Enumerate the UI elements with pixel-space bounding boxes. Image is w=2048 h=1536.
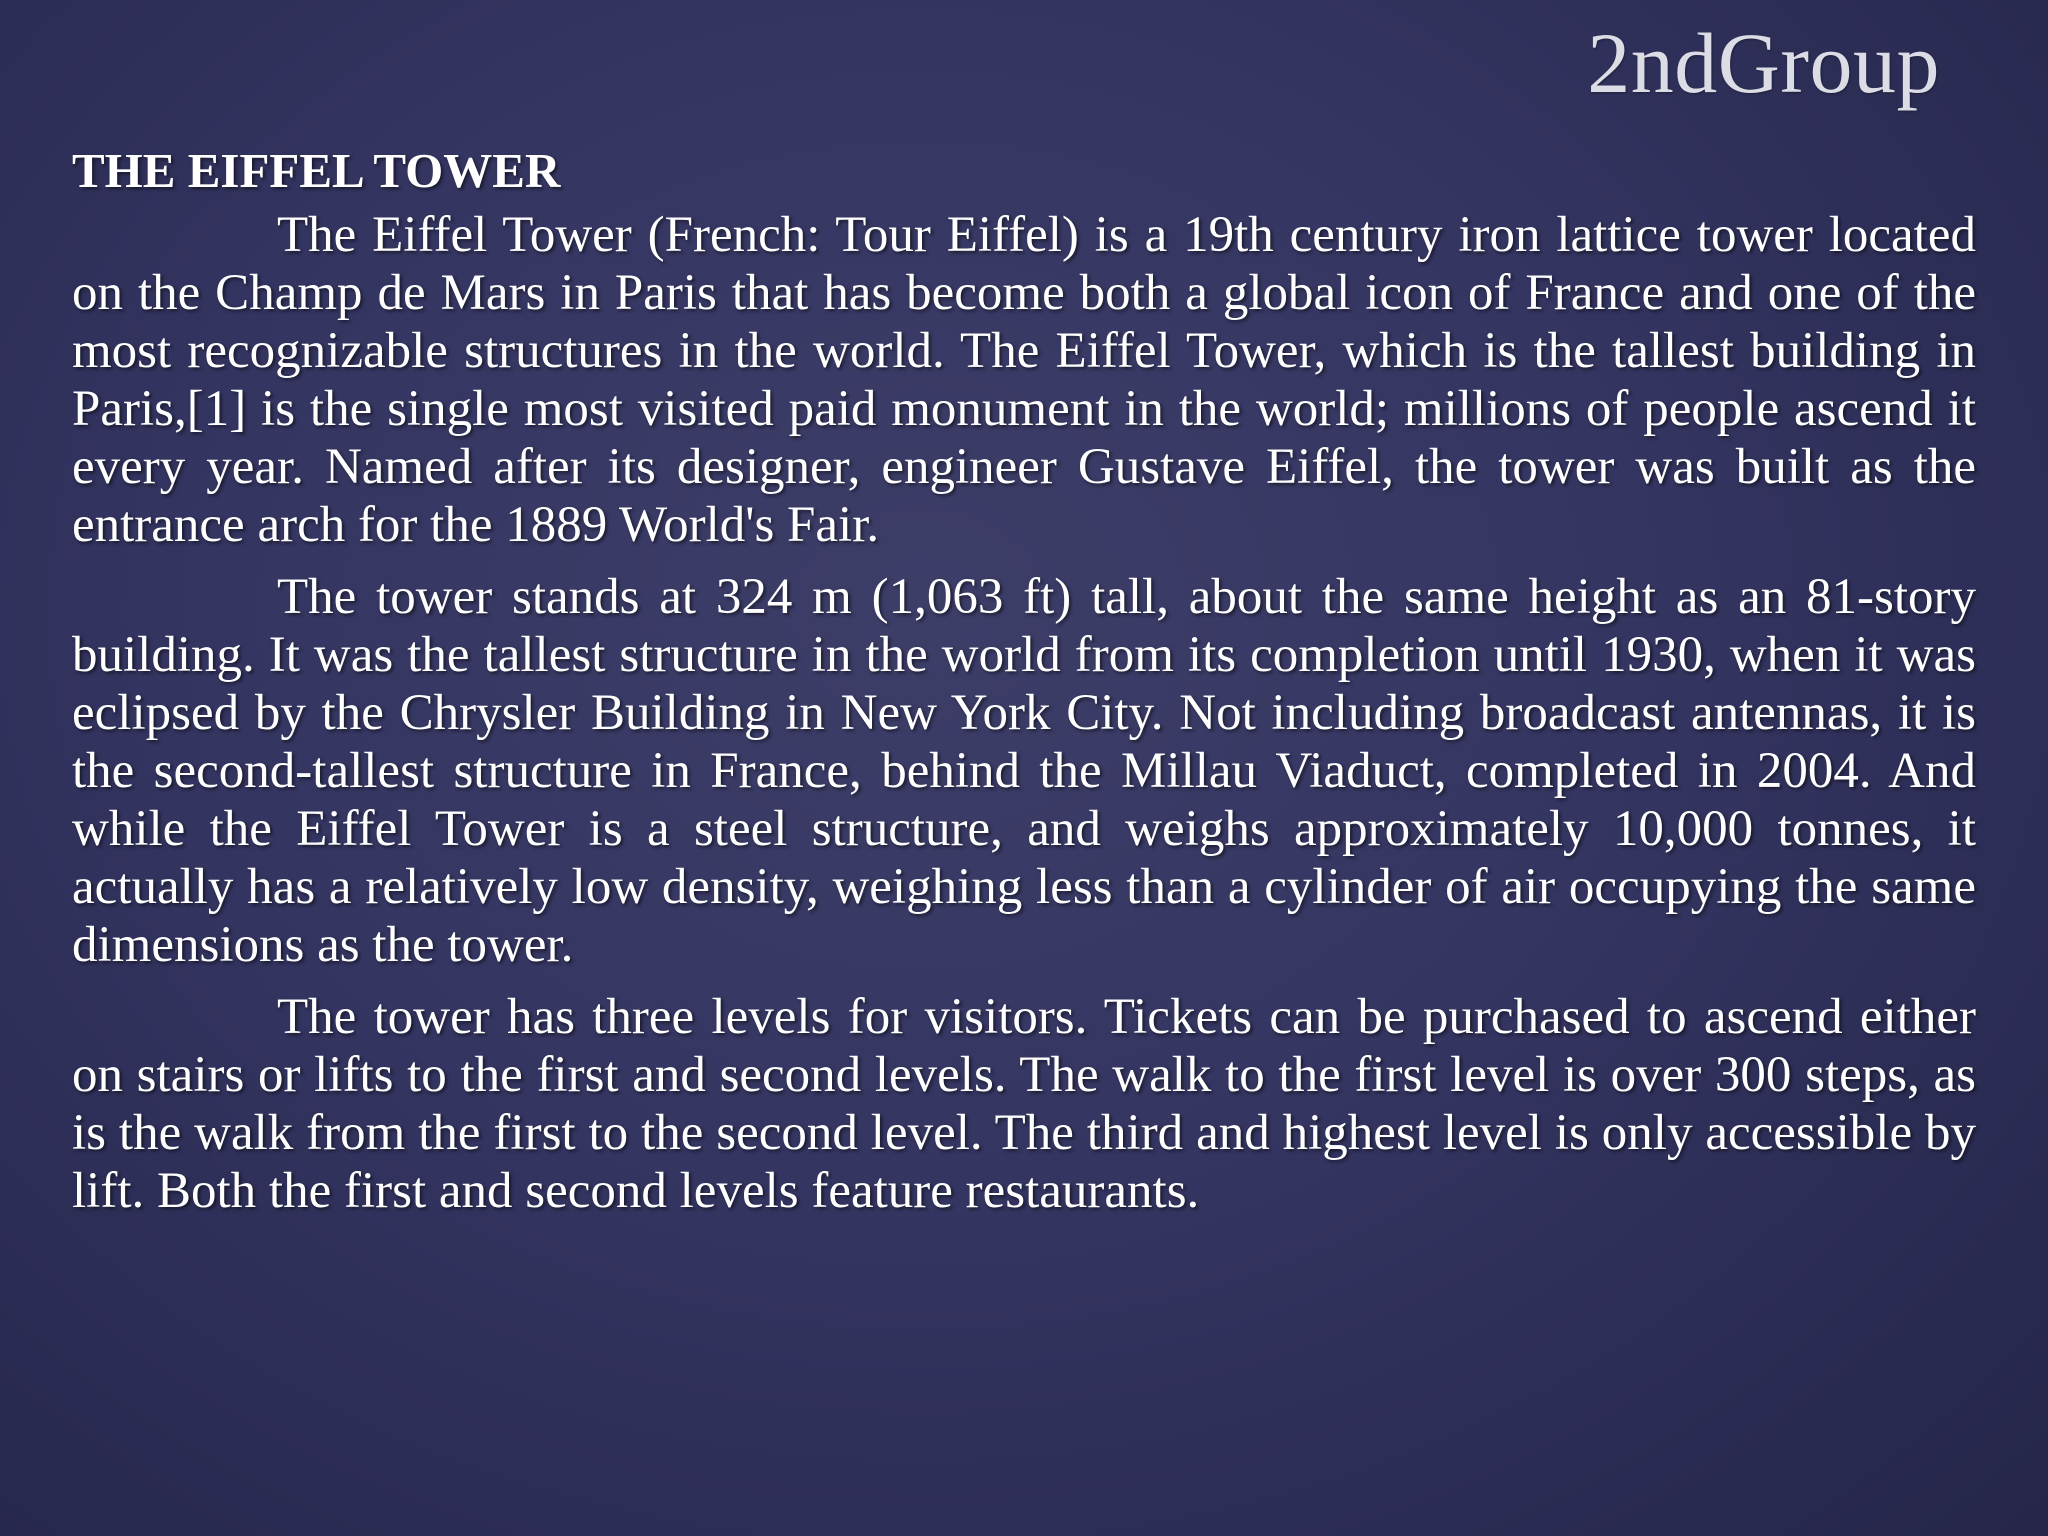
paragraph-1: The Eiffel Tower (French: Tour Eiffel) is a 19th century iron lattice tower located on the Champ de Mars in Paris that has become both a global icon of France and one of the most recognizable structures in the world. The Eiffel Tower, which is the tallest building in Paris,[1] is the single most visited paid monument in the world; millions of people ascend it every year. Named after its designer, engineer Gustave Eiffel, the tower was built as the entrance arch for the 1889 World's Fair.	[72, 207, 1976, 553]
slide-heading: THE EIFFEL TOWER	[72, 143, 561, 198]
group-title: 2ndGroup	[1587, 15, 1940, 111]
slide-content	[72, 140, 1976, 1234]
paragraph-3: The tower has three levels for visitors. Tickets can be purchased to ascend either on stairs or lifts to the first and second levels. The walk to the first level is over 300 steps, as is the walk from the first to the second level. The third and highest level is only accessible by lift. Both the first and second levels feature restaurants.	[72, 989, 1976, 1219]
paragraph-2: The tower stands at 324 m (1,063 ft) tall, about the same height as an 81-story building. It was the tallest structure in the world from its completion until 1930, when it was eclipsed by the Chrysler Building in New York City. Not including broadcast antennas, it is the second-tallest structure in France, behind the Millau Viaduct, completed in 2004. And while the Eiffel Tower is a steel structure, and weighs approximately 10,000 tonnes, it actually has a relatively low density, weighing less than a cylinder of air occupying the same dimensions as the tower.	[72, 569, 1976, 973]
